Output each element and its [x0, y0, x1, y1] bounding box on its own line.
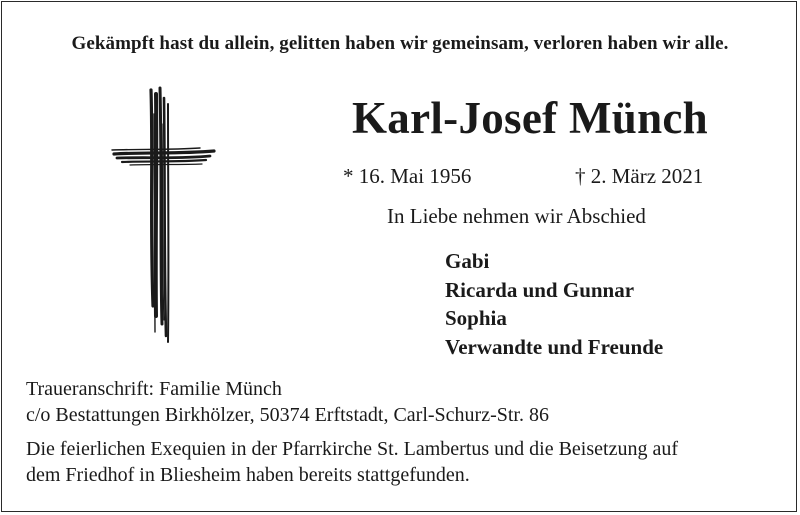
service-notice: [26, 436, 786, 488]
brush-cross-icon: [110, 84, 220, 346]
mourner-name: Verwandte und Freunde: [445, 334, 664, 359]
mourner-name: Ricarda und Gunnar: [445, 277, 635, 302]
notice-line: dem Friedhof in Bliesheim haben bereits stattgefunden.: [26, 464, 470, 486]
birth-date: * 16. Mai 1956: [343, 164, 472, 188]
farewell-text: In Liebe nehmen wir Abschied: [387, 204, 646, 228]
death-date: † 2. März 2021: [575, 164, 704, 188]
mourner-list: [445, 247, 663, 361]
mourning-address: [26, 376, 549, 428]
motto-text: Gekämpft hast du allein, gelitten haben wir gemeinsam, verloren haben wir alle.: [71, 33, 729, 54]
address-line: c/o Bestattungen Birkhölzer, 50374 Erftstadt, Carl-Schurz-Str. 86: [26, 404, 549, 426]
deceased-name: Karl-Josef Münch: [351, 93, 708, 143]
mourner-name: Gabi: [445, 249, 490, 273]
address-line: Traueranschrift: Familie Münch: [26, 378, 282, 400]
notice-line: Die feierlichen Exequien in der Pfarrkirche St. Lambertus und die Beisetzung auf: [26, 438, 678, 460]
mourner-name: Sophia: [445, 306, 507, 331]
